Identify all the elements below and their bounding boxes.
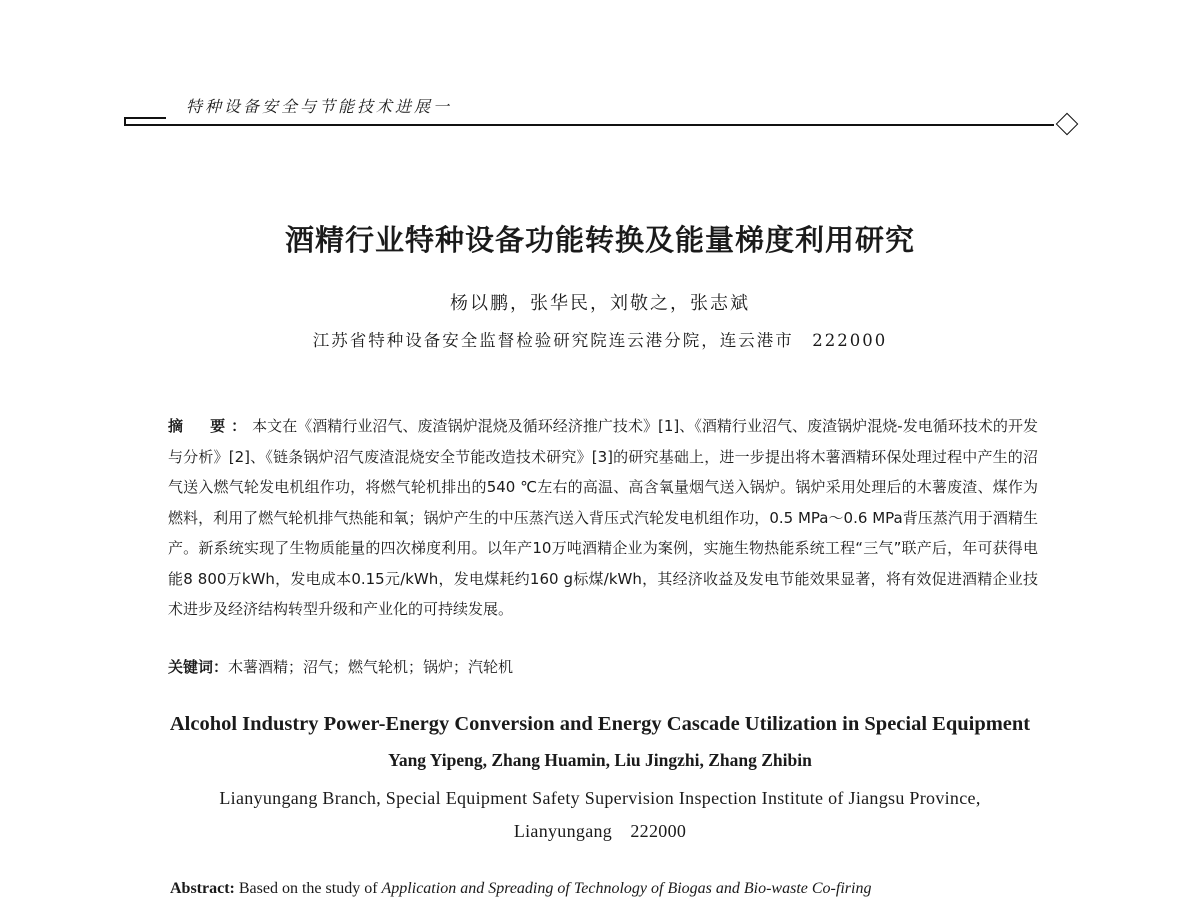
authors-en: Yang Yipeng, Zhang Huamin, Liu Jingzhi, Zhang Zhibin: [388, 750, 812, 770]
abstract-cn: [168, 411, 1038, 625]
running-header: 特种设备安全与节能技术进展一: [186, 97, 453, 116]
abstract-en-italic: Application and Spreading of Technology of Biogas and Bio-waste Co-firing: [381, 880, 872, 897]
paper-title-en: Alcohol Industry Power-Energy Conversion and Energy Cascade Utilization in Special Equipment: [169, 713, 1031, 735]
header-rule-short: [124, 117, 166, 119]
affiliation-en-line1: Lianyungang Branch, Special Equipment Safety Supervision Inspection Institute of Jiangsu Province,: [219, 788, 981, 808]
affiliation-en: [0, 782, 1200, 848]
affiliation-en-line2: Lianyungang 222000: [513, 821, 687, 841]
keywords-cn-text: 木薯酒精；沼气；燃气轮机；锅炉；汽轮机: [228, 658, 514, 676]
paper-title-cn: 酒精行业特种设备功能转换及能量梯度利用研究: [284, 223, 915, 257]
abstract-en-label: Abstract:: [170, 880, 235, 897]
abstract-en: [170, 880, 1050, 898]
abstract-en-text: Based on the study of: [234, 880, 382, 897]
affiliation-cn: 江苏省特种设备安全监督检验研究院连云港分院，连云港市 222000: [312, 331, 888, 350]
header-rule: [124, 124, 1054, 126]
abstract-cn-text: 本文在《酒精行业沼气、废渣锅炉混烧及循环经济推广技术》[1]、《酒精行业沼气、废渣锅炉混烧-发电循环技术的开发与分析》[2]、《链条锅炉沼气废渣混烧安全节能改造技术研究》[3]的研究基础上，进一步提出将木薯酒精环保处理过程中产生的沼气送入燃气轮发电机组作功，将燃气轮机排出的540 ℃左右的高温、高含氧量烟气送入锅炉。锅炉采用处理后的木薯废渣、煤作为燃料，利用了燃气轮机排气热能和氧；锅炉产生的中压蒸汽送入背压式汽轮发电机组作功，0.5 MPa～0.6 MPa背压蒸汽用于酒精生产。新系统实现了生物质能量的四次梯度利用。以年产10万吨酒精企业为案例，实施生物热能系统工程“三气”联产后，年可获得电能8 800万kWh，发电成本0.15元/kWh，发电煤耗约160 g标煤/kWh，其经济收益及发电节能效果显著，将有效促进酒精企业技术进步及经济结构转型升级和产业化的可持续发展。: [168, 417, 1038, 618]
abstract-cn-label: 摘 要：: [168, 417, 253, 435]
keywords-cn: [168, 656, 1038, 677]
authors-cn: 杨以鹏，张华民，刘敬之，张志斌: [450, 293, 750, 314]
header-rule-corner: [124, 117, 126, 126]
diamond-icon: [1056, 113, 1079, 136]
keywords-cn-label: 关键词：: [168, 658, 229, 676]
